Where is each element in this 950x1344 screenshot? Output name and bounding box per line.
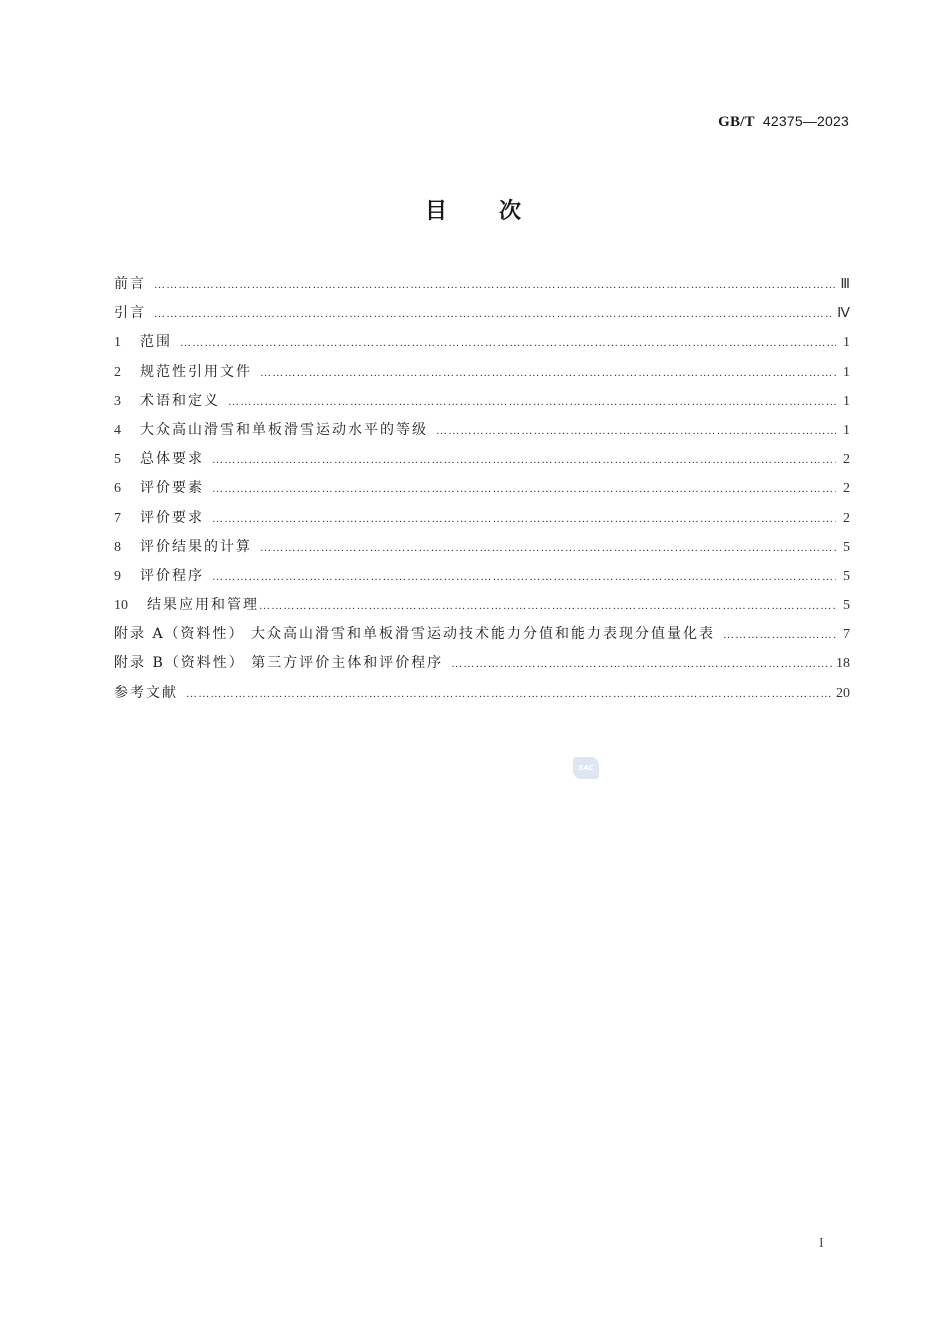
toc-number: 8 (114, 539, 121, 555)
standard-number: 42375—2023 (762, 113, 849, 129)
toc-page: 1 (843, 364, 850, 380)
dot-leader (259, 600, 836, 612)
toc-label: 引言 (114, 305, 146, 322)
toc-number: 5 (114, 452, 121, 468)
toc-entry-5[interactable] (114, 448, 850, 477)
toc-page: 2 (843, 481, 850, 497)
toc-number: 9 (114, 568, 121, 584)
toc-entry-10[interactable] (114, 594, 850, 623)
toc-label: 结果应用和管理 (147, 597, 259, 614)
toc-entry-annex-a[interactable] (114, 623, 850, 652)
toc-number: 2 (114, 364, 121, 380)
toc-page: 2 (843, 510, 850, 526)
toc-entry-foreword[interactable] (114, 273, 850, 302)
toc-page: 5 (843, 598, 850, 614)
dot-leader (451, 658, 832, 670)
toc-label: 大众高山滑雪和单板滑雪运动水平的等级 (140, 421, 428, 438)
toc-label: 附录 B（资料性） 第三方评价主体和评价程序 (114, 655, 444, 672)
toc-page: 1 (843, 393, 850, 409)
toc-number: 10 (114, 598, 128, 614)
toc-label: 总体要求 (140, 451, 204, 468)
toc-entry-6[interactable] (114, 477, 850, 506)
dot-leader (180, 337, 836, 349)
dot-leader (228, 396, 836, 408)
toc-label: 前言 (114, 276, 146, 292)
dot-leader (212, 513, 836, 525)
toc-label: 评价结果的计算 (140, 538, 252, 555)
table-of-contents (114, 273, 850, 711)
toc-entry-introduction[interactable] (114, 302, 850, 331)
toc-label: 评价要素 (140, 480, 204, 497)
toc-number: 4 (114, 422, 121, 438)
toc-label: 参考文献 (114, 684, 178, 701)
toc-label: 术语和定义 (140, 392, 220, 409)
toc-page: 20 (836, 685, 850, 701)
toc-entry-7[interactable] (114, 507, 850, 536)
dot-leader (436, 425, 836, 437)
toc-label: 评价程序 (140, 567, 204, 584)
toc-entry-2[interactable] (114, 361, 850, 390)
standard-code (718, 113, 849, 131)
page-number: I (819, 1236, 824, 1251)
dot-leader (154, 308, 833, 320)
toc-entry-8[interactable] (114, 536, 850, 565)
dot-leader (260, 367, 836, 379)
dot-leader (186, 688, 832, 700)
dot-leader (723, 629, 836, 641)
toc-entry-annex-b[interactable] (114, 652, 850, 681)
toc-page: 7 (843, 627, 850, 643)
toc-entry-bibliography[interactable] (114, 682, 850, 711)
dot-leader (212, 483, 836, 495)
toc-page: 5 (843, 539, 850, 555)
toc-page: 2 (843, 452, 850, 468)
toc-number: 7 (114, 510, 121, 526)
standard-prefix: GB/T (718, 114, 755, 130)
toc-label: 规范性引用文件 (140, 363, 252, 380)
toc-page: 1 (843, 422, 850, 438)
toc-entry-1[interactable] (114, 331, 850, 360)
toc-page: Ⅳ (837, 306, 850, 322)
toc-title: 目次 (424, 199, 573, 224)
toc-entry-3[interactable] (114, 390, 850, 419)
toc-page: 1 (843, 335, 850, 351)
toc-page: Ⅲ (840, 277, 850, 292)
dot-leader (260, 542, 836, 554)
toc-label: 附录 A（资料性） 大众高山滑雪和单板滑雪运动技术能力分值和能力表现分值量化表 (114, 626, 716, 643)
toc-label: 评价要求 (140, 509, 204, 526)
toc-label: 范围 (140, 334, 172, 351)
sac-watermark-logo: SAC (573, 757, 599, 779)
toc-entry-9[interactable] (114, 565, 850, 594)
toc-number: 3 (114, 393, 121, 409)
dot-leader (154, 279, 836, 291)
toc-entry-4[interactable] (114, 419, 850, 448)
toc-page: 5 (843, 568, 850, 584)
toc-page: 18 (836, 656, 850, 672)
toc-number: 1 (114, 335, 121, 351)
toc-number: 6 (114, 481, 121, 497)
dot-leader (212, 454, 836, 466)
dot-leader (212, 571, 836, 583)
